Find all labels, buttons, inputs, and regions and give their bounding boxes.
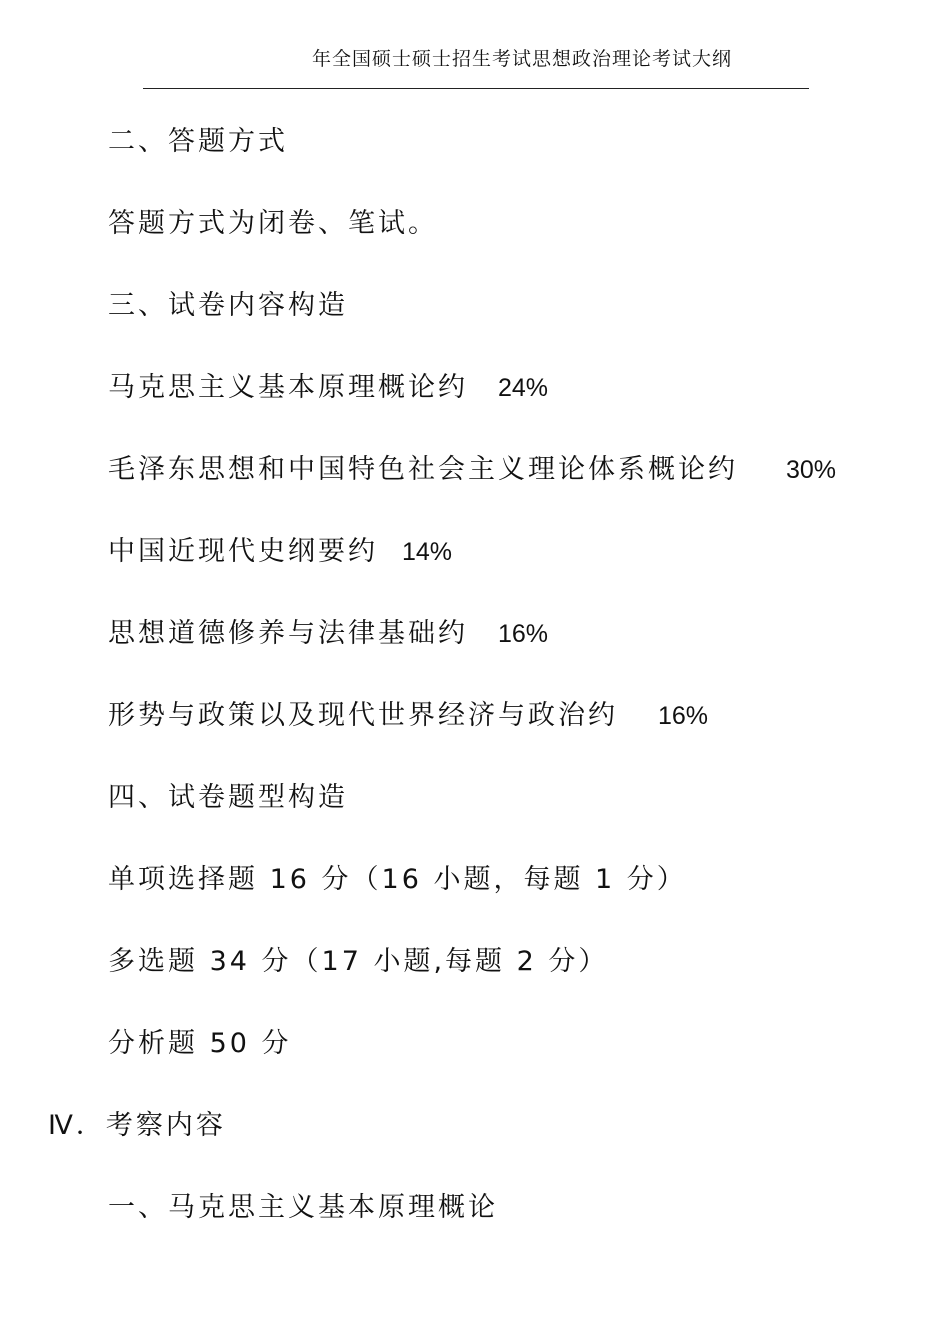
exam-content-heading: Ⅳ．考察内容 [48, 1110, 226, 1141]
content-item-label: 形势与政策以及现代世界经济与政治约 [108, 700, 618, 731]
content-item-percent: 30% [786, 456, 837, 484]
content-item-marxism [108, 370, 548, 406]
content-item-mao-theory [108, 452, 836, 488]
content-item-modern-history [108, 534, 452, 570]
answer-method-heading: 二、答题方式 [108, 126, 288, 157]
content-item-label: 毛泽东思想和中国特色社会主义理论体系概论约 [108, 454, 738, 485]
question-type-analysis: 分析题 50 分 [108, 1028, 292, 1059]
content-item-label: 马克思主义基本原理概论约 [108, 372, 468, 403]
content-item-percent: 24% [498, 374, 549, 402]
content-item-percent: 14% [402, 538, 453, 566]
answer-method-text: 答题方式为闭卷、笔试。 [108, 208, 438, 239]
header-divider [143, 88, 809, 89]
content-structure-heading: 三、试卷内容构造 [108, 290, 348, 321]
question-type-multi-choice: 多选题 34 分（17 小题,每题 2 分） [108, 946, 609, 977]
content-item-label: 思想道德修养与法律基础约 [108, 618, 468, 649]
question-type-heading: 四、试卷题型构造 [108, 782, 348, 813]
content-item-morality-law [108, 616, 548, 652]
content-item-policy-world [108, 698, 708, 734]
content-item-label: 中国近现代史纲要约 [108, 536, 378, 567]
content-item-percent: 16% [498, 620, 549, 648]
running-header-title: 年全国硕士硕士招生考试思想政治理论考试大纲 [312, 48, 733, 70]
part-one-heading: 一、马克思主义基本原理概论 [108, 1192, 498, 1223]
content-item-percent: 16% [658, 702, 709, 730]
question-type-single-choice: 单项选择题 16 分（16 小题，每题 1 分） [108, 864, 687, 895]
